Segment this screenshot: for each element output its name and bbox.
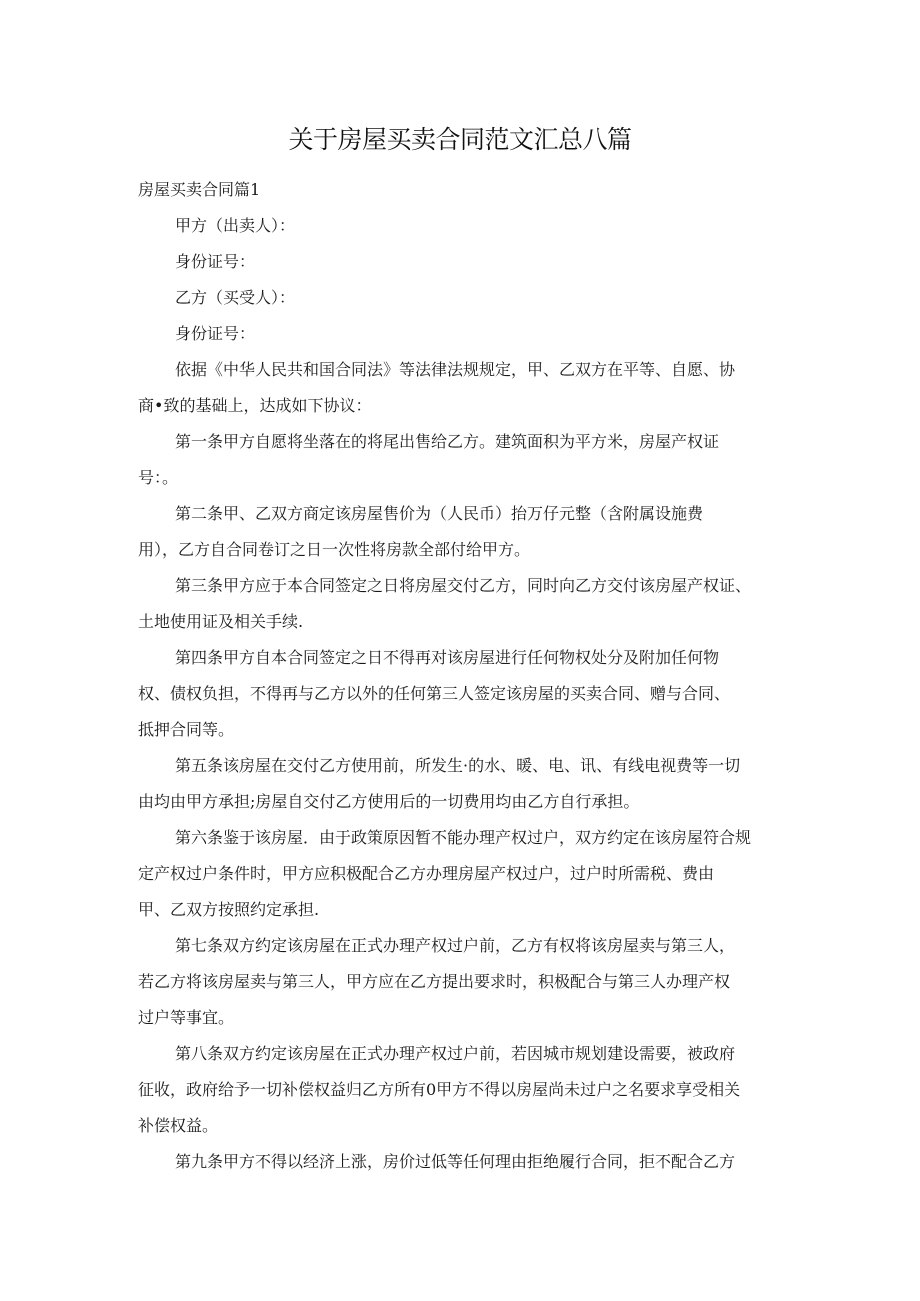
article-4-line: 第四条甲方自本合同签定之日不得再对该房屋进行任何物权处分及附加任何物 — [175, 648, 720, 667]
party-b-label: 乙方（买受人）： — [175, 288, 296, 307]
article-5-line: 由均由甲方承担;房屋自交付乙方使用后的一切费用均由乙方自行承担。 — [138, 792, 640, 811]
article-5-line: 第五条该房屋在交付乙方使用前，所发生·的水、暖、电、讯、有线电视费等一切 — [175, 756, 741, 775]
document-body — [138, 172, 778, 1180]
article-7-line: 过户等事宜。 — [138, 1008, 235, 1027]
party-a-id-label: 身份证号： — [175, 252, 256, 271]
article-4-line: 权、债权负担，不得再与乙方以外的任何第三人签定该房屋的买卖合同、赠与合同、 — [138, 684, 731, 703]
article-3-line: 第三条甲方应于本合同签定之日将房屋交付乙方，同时向乙方交付该房屋产权证、 — [175, 576, 752, 595]
article-7-line: 若乙方将该房屋卖与第三人，甲方应在乙方提出要求时，积极配合与第三人办理产权 — [138, 972, 731, 991]
document-title: 关于房屋买卖合同范文汇总八篇 — [288, 125, 632, 154]
article-1-line: 号：。 — [138, 468, 179, 487]
party-a-label: 甲方（出卖人）： — [175, 216, 296, 235]
paragraph-line: 依据《中华人民共和国合同法》等法律法规规定，甲、乙双方在平等、自愿、协 — [175, 360, 736, 379]
party-b-id-label: 身份证号： — [175, 324, 256, 343]
article-2-line: 第二条甲、乙双方商定该房屋售价为（人民币）抬万仔元整（含附属设施费 — [175, 504, 704, 523]
article-9-line: 第九条甲方不得以经济上涨，房价过低等任何理由拒绝履行合同，拒不配合乙方 — [175, 1152, 736, 1171]
article-2-line: 用），乙方自合同卷订之日一次性将房款全部付给甲方。 — [138, 540, 531, 559]
article-6-line: 定产权过户条件时，甲方应积极配合乙方办理房屋产权过户，过户时所需税、费由 — [138, 864, 715, 883]
article-4-line: 抵押合同等。 — [138, 720, 235, 739]
article-8-line: 补偿权益。 — [138, 1116, 219, 1135]
article-6-line: 第六条鉴于该房屋．由于政策原因暂不能办理产权过户，双方约定在该房屋符合规 — [175, 828, 752, 847]
article-8-line: 第八条双方约定该房屋在正式办理产权过户前，若因城市规划建设需要，被政府 — [175, 1044, 736, 1063]
section-heading: 房屋买卖合同篇1 — [138, 180, 261, 199]
article-8-line: 征收，政府给予一切补偿权益归乙方所有0甲方不得以房屋尚未过户之名要求享受相关 — [138, 1080, 741, 1099]
article-1-line: 第一条甲方自愿将坐落在的将尾出售给乙方。建筑面积为平方米，房屋产权证 — [175, 432, 720, 451]
article-6-line: 甲、乙双方按照约定承担. — [138, 900, 320, 919]
article-3-line: 土地使用证及相关手续. — [138, 612, 304, 631]
paragraph-line: 商•致的基础上，达成如下协议： — [138, 396, 372, 415]
article-7-line: 第七条双方约定该房屋在正式办理产权过户前，乙方有权将该房屋卖与第三人， — [175, 936, 736, 955]
